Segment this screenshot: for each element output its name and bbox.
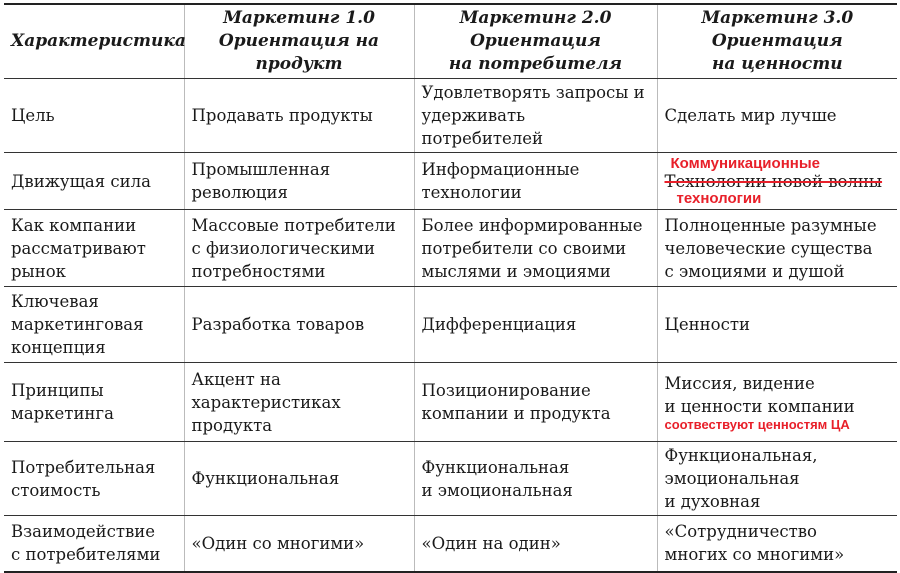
- table-row: [4, 363, 897, 442]
- cell-m3: Ценности: [657, 287, 897, 363]
- correction-top: Коммуникационные: [670, 155, 820, 172]
- table-row: [4, 516, 897, 572]
- table-row: [4, 287, 897, 363]
- row-label: Как компании рассматривают рынок: [4, 210, 184, 287]
- comparison-table: [4, 3, 897, 573]
- row-label: Взаимодействие с потребителями: [4, 516, 184, 572]
- table-row: [4, 153, 897, 210]
- row-label: Движущая сила: [4, 153, 184, 210]
- cell-m1: Функциональная: [184, 442, 414, 516]
- cell-m2: Функциональная и эмоциональная: [414, 442, 657, 516]
- cell-m3: «Сотрудничество многих со многими»: [657, 516, 897, 572]
- row-label: Принципы маркетинга: [4, 363, 184, 442]
- header-characteristic: Характеристика: [4, 4, 184, 79]
- cell-m1: Разработка товаров: [184, 287, 414, 363]
- cell-m1: Массовые потребители с физиологическими потребностями: [184, 210, 414, 287]
- cell-m2: Более информированные потребители со своими мыслями и эмоциями: [414, 210, 657, 287]
- row-label: Потребительная стоимость: [4, 442, 184, 516]
- cell-m2: Дифференциация: [414, 287, 657, 363]
- cell-m3: Функциональная, эмоциональная и духовная: [657, 442, 897, 516]
- row-label: Ключевая маркетинговая концепция: [4, 287, 184, 363]
- table-row: [4, 442, 897, 516]
- cell-m3-corrected: [657, 153, 897, 210]
- cell-m3: Полноценные разумные человеческие существа с эмоциями и душой: [657, 210, 897, 287]
- table-row: [4, 79, 897, 153]
- cell-m1: Промышленная революция: [184, 153, 414, 210]
- correction-bottom: технологии: [676, 190, 762, 207]
- row-label: Цель: [4, 79, 184, 153]
- cell-m2: Информационные технологии: [414, 153, 657, 210]
- cell-m1: Продавать продукты: [184, 79, 414, 153]
- cell-m2: Позиционирование компании и продукта: [414, 363, 657, 442]
- cell-m2: «Один на один»: [414, 516, 657, 572]
- header-row: [4, 4, 897, 79]
- cell-m1: Акцент на характеристиках продукта: [184, 363, 414, 442]
- cell-m3: Сделать мир лучше: [657, 79, 897, 153]
- header-marketing-3: Маркетинг 3.0 Ориентация на ценности: [657, 4, 897, 79]
- header-marketing-2: Маркетинг 2.0 Ориентация на потребителя: [414, 4, 657, 79]
- cell-m2: Удовлетворять запросы и удерживать потребителей: [414, 79, 657, 153]
- struck-text: Технологии новой волны: [664, 172, 883, 191]
- annotation-note: соотвествуют ценностям ЦА: [664, 417, 850, 432]
- header-marketing-1: Маркетинг 1.0 Ориентация на продукт: [184, 4, 414, 79]
- cell-m1: «Один со многими»: [184, 516, 414, 572]
- cell-m3: Миссия, видение и ценности компании соотвествуют ценностям ЦА: [657, 363, 897, 442]
- table-row: [4, 210, 897, 287]
